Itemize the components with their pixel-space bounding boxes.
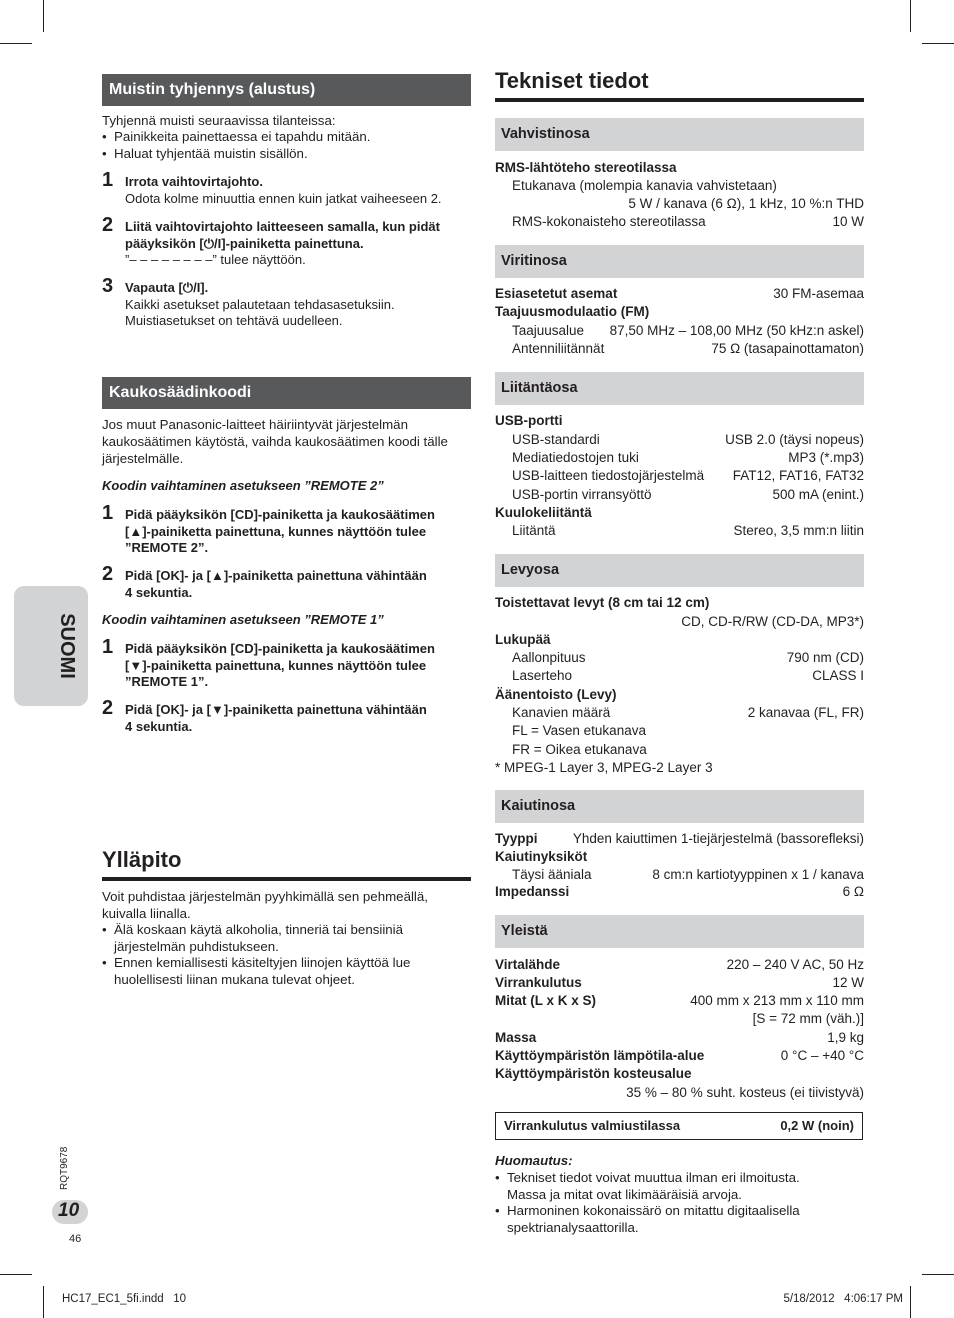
step-number: 3 (102, 275, 114, 297)
memory-step-3: Vapauta [⏻/I]. Kaikki asetukset palautetaan tehdasasetuksiin. Muistiasetukset on tehtävä uudelleen. (125, 280, 395, 328)
spec-row: Tyyppi Yhden kaiuttimen 1-tiejärjestelmä (bassorefleksi) (495, 831, 864, 846)
spec-row: USB-standardi USB 2.0 (täysi nopeus) (512, 432, 864, 447)
crop-mark (43, 1286, 44, 1318)
memory-bullet: • Haluat tyhjentää muistin sisällön. (102, 146, 308, 161)
spec-label: Käyttöympäristön kosteusalue (495, 1066, 692, 1081)
step-number: 2 (102, 697, 114, 719)
step-number: 2 (102, 214, 114, 236)
spec-row: Antenniliitännät 75 Ω (tasapainottamaton) (512, 341, 864, 356)
spec-label: Kaiutinyksiköt (495, 849, 588, 864)
spec-label: RMS-lähtöteho stereotilassa (495, 160, 677, 175)
memory-intro: Tyhjennä muisti seuraavissa tilanteissa: (102, 113, 336, 128)
remote-subheading-1: Koodin vaihtaminen asetukseen ”REMOTE 1” (102, 612, 384, 627)
remote-subheading-2: Koodin vaihtaminen asetukseen ”REMOTE 2” (102, 478, 384, 493)
spec-row: FL = Vasen etukanava (512, 723, 646, 738)
spec-label: USB-portti (495, 413, 563, 428)
section-heading-remote: Kaukosäädinkoodi (102, 377, 471, 409)
remote1-step-1: Pidä pääyksikön [CD]-painiketta ja kaukosäätimen [▼]-painiketta painettuna, kunnes näyttöön tulee ”REMOTE 1”. (125, 641, 435, 689)
section-title-maintenance: Ylläpito (102, 847, 182, 872)
spec-label: Lukupää (495, 632, 551, 647)
spec-row: Käyttöympäristön lämpötila-alue 0 °C – +40 °C (495, 1048, 864, 1063)
spec-row: Taajuusalue 87,50 MHz – 108,00 MHz (50 kHz:n askel) (512, 323, 864, 338)
footer-date: 5/18/2012 4:06:17 PM (783, 1293, 903, 1305)
language-tab-label: SUOMI (56, 613, 78, 679)
section-heading-memory: Muistin tyhjennys (alustus) (102, 74, 471, 106)
maintenance-bullet: • Älä koskaan käytä alkoholia, tinneriä tai bensiiniä järjestelmän puhdistukseen. (102, 922, 404, 954)
title-rule (102, 877, 471, 881)
footer-file: HC17_EC1_5fi.indd 10 (62, 1293, 187, 1305)
page-number: 10 (58, 1200, 80, 1221)
maintenance-bullet: • Ennen kemiallisesti käsiteltyjen liinojen käyttöä lue huolellisesti liinan mukana tulevat ohjeet. (102, 955, 411, 987)
spec-row: Massa 1,9 kg (495, 1030, 864, 1045)
crop-mark (0, 43, 32, 44)
remote-intro: Jos muut Panasonic-laitteet häiriintyvät järjestelmän kaukosäätimen käytöstä, vaihda kaukosäätimen koodi tälle järjestelmälle. (102, 417, 448, 466)
spec-row: Laserteho CLASS I (512, 668, 864, 683)
spec-row: Esiasetetut asemat 30 FM-asemaa (495, 286, 864, 301)
step-number: 1 (102, 169, 114, 191)
spec-row: USB-laitteen tiedostojärjestelmä FAT12, FAT16, FAT32 (512, 468, 864, 483)
memory-bullet: • Painikkeita painettaessa ei tapahdu mitään. (102, 129, 371, 144)
spec-label: Taajuusmodulaatio (FM) (495, 304, 650, 319)
crop-mark (922, 43, 954, 44)
spec-row: Virrankulutus 12 W (495, 975, 864, 990)
document-code: RQT9678 (59, 1146, 70, 1190)
memory-step-1: Irrota vaihtovirtajohto. Odota kolme minuuttia ennen kuin jatkat vaiheeseen 2. (125, 174, 442, 206)
page-number-small: 46 (69, 1233, 82, 1245)
spec-label: Toistettavat levyt (8 cm tai 12 cm) (495, 595, 710, 610)
step-number: 1 (102, 502, 114, 524)
spec-row: 5 W / kanava (6 Ω), 1 kHz, 10 %:n THD (628, 196, 864, 211)
spec-row: FR = Oikea etukanava (512, 742, 647, 757)
remote1-step-2: Pidä [OK]- ja [▼]-painiketta painettuna vähintään 4 sekuntia. (125, 702, 427, 734)
spec-heading-connections: Liitäntäosa (495, 372, 864, 405)
spec-heading-general: Yleistä (495, 915, 864, 948)
note-bullet: • Harmoninen kokonaissärö on mitattu digitaalisella spektrianalysaattorilla. (495, 1203, 800, 1235)
crop-mark (922, 1274, 954, 1275)
spec-row: [S = 72 mm (väh.)] (752, 1011, 864, 1026)
spec-row: 35 % – 80 % suht. kosteus (ei tiivistyvä) (626, 1085, 864, 1100)
spec-row: USB-portin virransyöttö 500 mA (enint.) (512, 487, 864, 502)
remote2-step-1: Pidä pääyksikön [CD]-painiketta ja kaukosäätimen [▲]-painiketta painettuna, kunnes näyttöön tulee ”REMOTE 2”. (125, 507, 435, 555)
spec-row: Impedanssi 6 Ω (495, 884, 864, 899)
spec-row: Täysi äänialа 8 cm:n kartiotyyppinen x 1 / kanava (512, 867, 864, 882)
spec-row: Mediatiedostojen tuki MP3 (*.mp3) (512, 450, 864, 465)
spec-label: Äänentoisto (Levy) (495, 687, 617, 702)
spec-row: Aallonpituus 790 nm (CD) (512, 650, 864, 665)
standby-box (495, 1112, 863, 1140)
step-number: 2 (102, 563, 114, 585)
crop-mark (910, 0, 911, 32)
maintenance-intro: Voit puhdistaa järjestelmän pyyhkimällä sen pehmeällä, kuivalla liinalla. (102, 889, 428, 921)
crop-mark (43, 0, 44, 32)
crop-mark (0, 1274, 32, 1275)
note-title: Huomautus: (495, 1153, 573, 1168)
spec-row: Virtalähde 220 – 240 V AC, 50 Hz (495, 957, 864, 972)
step-number: 1 (102, 636, 114, 658)
spec-row: CD, CD-R/RW (CD-DA, MP3*) (681, 614, 864, 629)
remote2-step-2: Pidä [OK]- ja [▲]-painiketta painettuna vähintään 4 sekuntia. (125, 568, 427, 600)
standby-label: Virrankulutus valmiustilassa (504, 1118, 681, 1133)
spec-row: Kanavien määrä 2 kanavaa (FL, FR) (512, 705, 864, 720)
crop-mark (910, 1286, 911, 1318)
spec-heading-tuner: Viritinosa (495, 245, 864, 278)
section-title-specs: Tekniset tiedot (495, 68, 649, 93)
spec-footnote: * MPEG-1 Layer 3, MPEG-2 Layer 3 (495, 760, 713, 775)
spec-heading-speaker: Kaiutinosa (495, 790, 864, 823)
note-bullet: • Tekniset tiedot voivat muuttua ilman eri ilmoitusta. Massa ja mitat ovat likimääräisiä arvoja. (495, 1170, 800, 1202)
spec-label: Kuulokeliitäntä (495, 505, 592, 520)
spec-heading-disc: Levyosa (495, 554, 864, 587)
spec-heading-amplifier: Vahvistinosa (495, 118, 864, 151)
spec-row: Liitäntä Stereo, 3,5 mm:n liitin (512, 523, 864, 538)
standby-value: 0,2 W (noin) (780, 1118, 854, 1133)
title-rule (495, 98, 864, 102)
memory-step-2: Liitä vaihtovirtajohto laitteeseen samalla, kun pidät pääyksikön [⏻/I]-painiketta painettuna. ”– – – – – – – –” tulee näyttöön. (125, 219, 440, 267)
spec-row: Mitat (L x K x S) 400 mm x 213 mm x 110 mm (495, 993, 864, 1008)
spec-row: Etukanava (molempia kanavia vahvistetaan) (512, 178, 777, 193)
spec-row: RMS-kokonaisteho stereotilassa 10 W (512, 214, 864, 229)
